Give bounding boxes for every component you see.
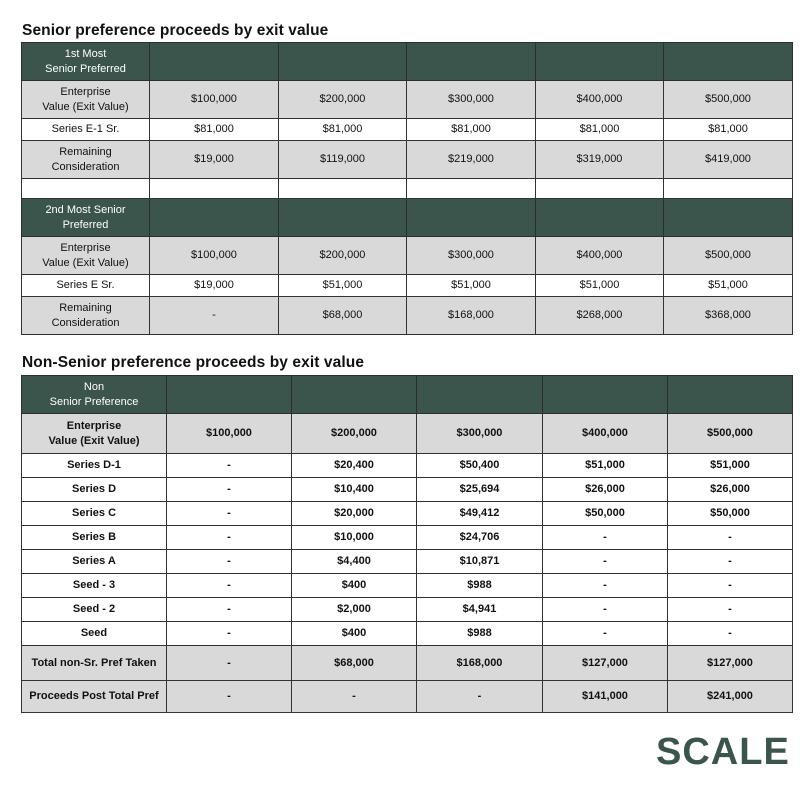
header-cell bbox=[543, 376, 668, 414]
value-cell: $300,000 bbox=[407, 81, 536, 119]
non-senior-header-label: Non Senior Preference bbox=[22, 376, 167, 414]
value-cell: $81,000 bbox=[407, 119, 536, 141]
first-senior-header-label: 1st Most Senior Preferred bbox=[22, 43, 150, 81]
value-cell: $100,000 bbox=[167, 414, 292, 454]
row-label: Series E-1 Sr. bbox=[22, 119, 150, 141]
empty-cell bbox=[664, 179, 793, 199]
empty-cell bbox=[150, 179, 279, 199]
value-cell: $127,000 bbox=[668, 646, 793, 681]
value-cell: - bbox=[167, 574, 292, 598]
value-cell: $400 bbox=[292, 622, 417, 646]
scale-logo bbox=[656, 728, 796, 772]
table-row bbox=[22, 526, 793, 550]
header-cell bbox=[536, 199, 664, 237]
value-cell: - bbox=[543, 550, 668, 574]
row-label: Enterprise Value (Exit Value) bbox=[22, 237, 150, 275]
value-cell: - bbox=[417, 681, 543, 713]
value-cell: $51,000 bbox=[668, 454, 793, 478]
value-cell: $24,706 bbox=[417, 526, 543, 550]
value-cell: $100,000 bbox=[150, 237, 279, 275]
non-senior-header-row bbox=[22, 376, 793, 414]
header-cell bbox=[664, 199, 793, 237]
value-cell: $4,400 bbox=[292, 550, 417, 574]
value-cell: $68,000 bbox=[279, 297, 407, 335]
value-cell: - bbox=[543, 622, 668, 646]
remaining-consideration-row-1 bbox=[22, 141, 793, 179]
row-label: Enterprise Value (Exit Value) bbox=[22, 81, 150, 119]
value-cell: $51,000 bbox=[543, 454, 668, 478]
spacer-row bbox=[22, 179, 793, 199]
second-senior-header-label: 2nd Most Senior Preferred bbox=[22, 199, 150, 237]
value-cell: - bbox=[150, 297, 279, 335]
value-cell: $50,000 bbox=[543, 502, 668, 526]
header-cell bbox=[407, 199, 536, 237]
value-cell: $119,000 bbox=[279, 141, 407, 179]
value-cell: - bbox=[292, 681, 417, 713]
value-cell: - bbox=[167, 622, 292, 646]
value-cell: $51,000 bbox=[664, 275, 793, 297]
header-cell bbox=[292, 376, 417, 414]
series-e1-row bbox=[22, 119, 793, 141]
senior-section-title: Senior preference proceeds by exit value bbox=[22, 22, 329, 39]
header-cell bbox=[417, 376, 543, 414]
value-cell: $368,000 bbox=[664, 297, 793, 335]
row-label: Proceeds Post Total Pref bbox=[22, 681, 167, 713]
value-cell: $51,000 bbox=[536, 275, 664, 297]
value-cell: $500,000 bbox=[668, 414, 793, 454]
value-cell: $500,000 bbox=[664, 237, 793, 275]
value-cell: $81,000 bbox=[279, 119, 407, 141]
value-cell: - bbox=[668, 598, 793, 622]
value-cell: - bbox=[167, 550, 292, 574]
table-row bbox=[22, 478, 793, 502]
value-cell: $51,000 bbox=[407, 275, 536, 297]
value-cell: $127,000 bbox=[543, 646, 668, 681]
value-cell: $400,000 bbox=[536, 81, 664, 119]
value-cell: $200,000 bbox=[292, 414, 417, 454]
value-cell: - bbox=[167, 598, 292, 622]
remaining-consideration-row-2 bbox=[22, 297, 793, 335]
value-cell: $988 bbox=[417, 574, 543, 598]
value-cell: $141,000 bbox=[543, 681, 668, 713]
value-cell: - bbox=[543, 574, 668, 598]
value-cell: $300,000 bbox=[417, 414, 543, 454]
value-cell: $300,000 bbox=[407, 237, 536, 275]
value-cell: - bbox=[668, 622, 793, 646]
header-cell bbox=[279, 43, 407, 81]
value-cell: $10,000 bbox=[292, 526, 417, 550]
header-cell bbox=[668, 376, 793, 414]
value-cell: $988 bbox=[417, 622, 543, 646]
senior-preference-table bbox=[21, 42, 793, 335]
proceeds-post-pref-row bbox=[22, 681, 793, 713]
header-cell bbox=[664, 43, 793, 81]
value-cell: - bbox=[167, 646, 292, 681]
value-cell: $400 bbox=[292, 574, 417, 598]
value-cell: $500,000 bbox=[664, 81, 793, 119]
row-label: Total non-Sr. Pref Taken bbox=[22, 646, 167, 681]
row-label: Remaining Consideration bbox=[22, 141, 150, 179]
row-label: Series D-1 bbox=[22, 454, 167, 478]
value-cell: - bbox=[167, 454, 292, 478]
value-cell: - bbox=[668, 550, 793, 574]
row-label: Remaining Consideration bbox=[22, 297, 150, 335]
enterprise-value-row bbox=[22, 81, 793, 119]
value-cell: $200,000 bbox=[279, 81, 407, 119]
value-cell: $268,000 bbox=[536, 297, 664, 335]
value-cell: $50,000 bbox=[668, 502, 793, 526]
value-cell: $10,400 bbox=[292, 478, 417, 502]
row-label: Series B bbox=[22, 526, 167, 550]
non-senior-section-title: Non-Senior preference proceeds by exit value bbox=[22, 354, 365, 371]
row-label: Seed bbox=[22, 622, 167, 646]
value-cell: $319,000 bbox=[536, 141, 664, 179]
value-cell: $100,000 bbox=[150, 81, 279, 119]
first-senior-header-row bbox=[22, 43, 793, 81]
value-cell: - bbox=[167, 681, 292, 713]
value-cell: $49,412 bbox=[417, 502, 543, 526]
total-non-senior-row bbox=[22, 646, 793, 681]
value-cell: $241,000 bbox=[668, 681, 793, 713]
value-cell: $26,000 bbox=[668, 478, 793, 502]
value-cell: $400,000 bbox=[543, 414, 668, 454]
value-cell: - bbox=[543, 598, 668, 622]
row-label: Seed - 3 bbox=[22, 574, 167, 598]
empty-cell bbox=[279, 179, 407, 199]
table-row bbox=[22, 574, 793, 598]
logo-text: SCALE bbox=[656, 731, 790, 772]
value-cell: $4,941 bbox=[417, 598, 543, 622]
value-cell: - bbox=[167, 502, 292, 526]
value-cell: $26,000 bbox=[543, 478, 668, 502]
row-label: Series D bbox=[22, 478, 167, 502]
value-cell: - bbox=[543, 526, 668, 550]
series-e-row bbox=[22, 275, 793, 297]
table-row bbox=[22, 454, 793, 478]
header-cell bbox=[536, 43, 664, 81]
value-cell: $51,000 bbox=[279, 275, 407, 297]
value-cell: - bbox=[167, 526, 292, 550]
header-cell bbox=[150, 43, 279, 81]
value-cell: $19,000 bbox=[150, 275, 279, 297]
table-row bbox=[22, 502, 793, 526]
header-cell bbox=[150, 199, 279, 237]
value-cell: $19,000 bbox=[150, 141, 279, 179]
empty-cell bbox=[407, 179, 536, 199]
value-cell: $81,000 bbox=[664, 119, 793, 141]
row-label: Enterprise Value (Exit Value) bbox=[22, 414, 167, 454]
value-cell: $419,000 bbox=[664, 141, 793, 179]
header-cell bbox=[407, 43, 536, 81]
value-cell: $168,000 bbox=[417, 646, 543, 681]
table-row bbox=[22, 598, 793, 622]
table-row bbox=[22, 622, 793, 646]
value-cell: - bbox=[167, 478, 292, 502]
empty-cell bbox=[536, 179, 664, 199]
non-senior-preference-table bbox=[21, 375, 793, 713]
empty-cell bbox=[22, 179, 150, 199]
ns-enterprise-value-row bbox=[22, 414, 793, 454]
header-cell bbox=[279, 199, 407, 237]
value-cell: - bbox=[668, 526, 793, 550]
value-cell: $2,000 bbox=[292, 598, 417, 622]
value-cell: $400,000 bbox=[536, 237, 664, 275]
value-cell: $10,871 bbox=[417, 550, 543, 574]
value-cell: $25,694 bbox=[417, 478, 543, 502]
table-row bbox=[22, 550, 793, 574]
row-label: Seed - 2 bbox=[22, 598, 167, 622]
value-cell: $219,000 bbox=[407, 141, 536, 179]
value-cell: $68,000 bbox=[292, 646, 417, 681]
value-cell: $20,000 bbox=[292, 502, 417, 526]
second-senior-header-row bbox=[22, 199, 793, 237]
value-cell: $81,000 bbox=[150, 119, 279, 141]
value-cell: $20,400 bbox=[292, 454, 417, 478]
header-cell bbox=[167, 376, 292, 414]
row-label: Series A bbox=[22, 550, 167, 574]
value-cell: $50,400 bbox=[417, 454, 543, 478]
value-cell: $168,000 bbox=[407, 297, 536, 335]
row-label: Series C bbox=[22, 502, 167, 526]
row-label: Series E Sr. bbox=[22, 275, 150, 297]
enterprise-value-row-2 bbox=[22, 237, 793, 275]
value-cell: $81,000 bbox=[536, 119, 664, 141]
value-cell: $200,000 bbox=[279, 237, 407, 275]
value-cell: - bbox=[668, 574, 793, 598]
